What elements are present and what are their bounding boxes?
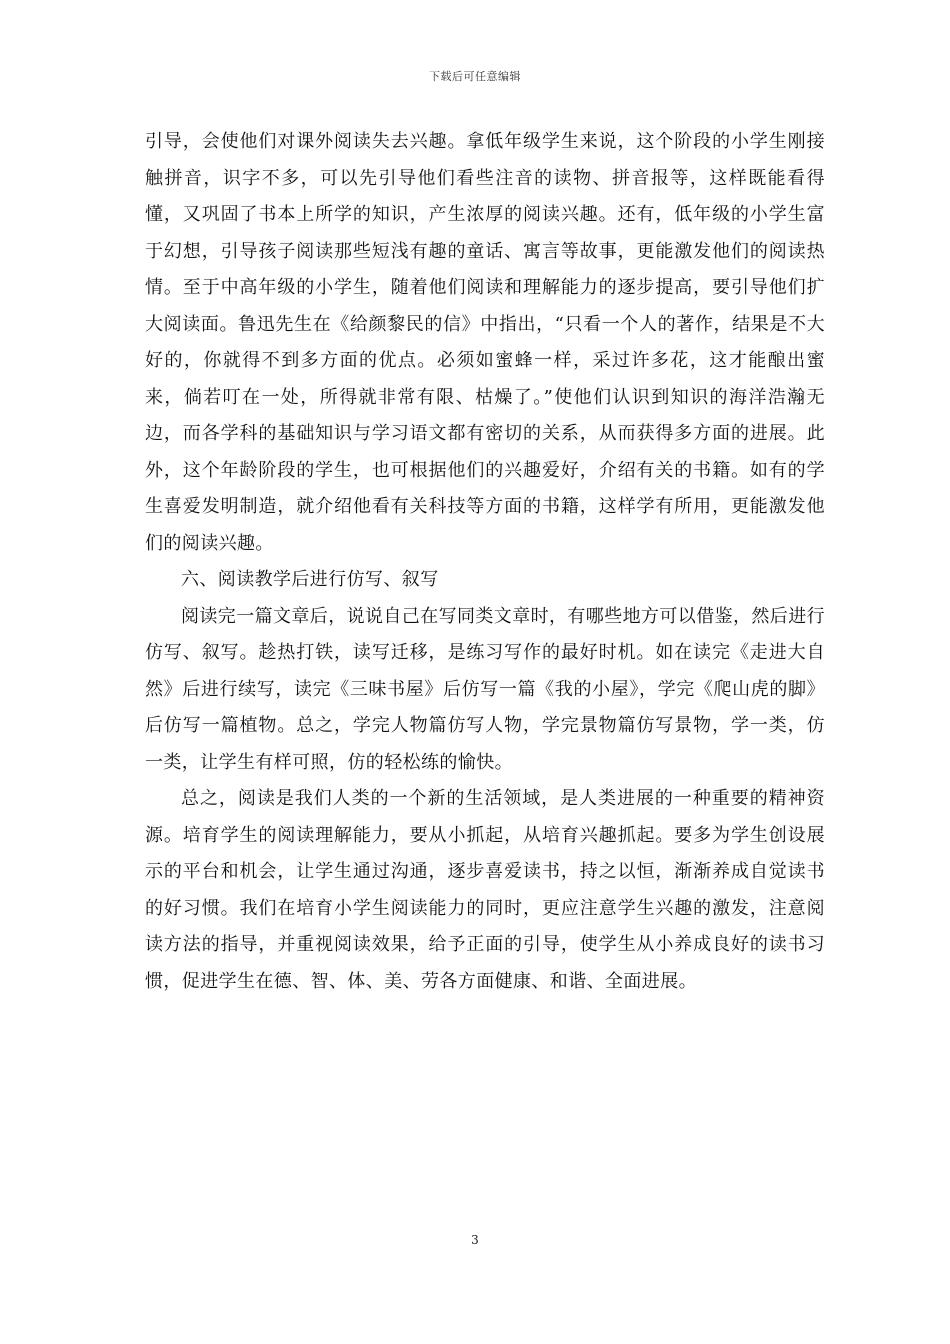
paragraph-imitation-writing: 阅读完一篇文章后，说说自己在写同类文章时，有哪些地方可以借鉴，然后进行仿写、叙写。趁热打铁，读写迁移，是练习写作的最好时机。如在读完《走进大自然》后进行续写，读完《三味书屋》后仿写一篇《我的小屋》，学完《爬山虎的脚》后仿写一篇植物。总之，学完人物篇仿写人物，学完景物篇仿写景物，学一类，仿一类，让学生有样可照，仿的轻松练的愉快。 (145, 605, 825, 773)
page-number: 3 (471, 1233, 479, 1247)
section-heading: 六、阅读教学后进行仿写、叙写 (181, 569, 439, 590)
document-body (145, 124, 825, 1000)
paragraph-conclusion: 总之，阅读是我们人类的一个新的生活领域，是人类进展的一种重要的精神资源。培育学生的阅读理解能力，要从小抓起，从培育兴趣抓起。要多为学生创设展示的平台和机会，让学生通过沟通，逐步喜爱读书，持之以恒，渐渐养成自觉读书的好习惯。我们在培育小学生阅读能力的同时，更应注意学生兴趣的激发，注意阅读方法的指导，并重视阅读效果，给予正面的引导，使学生从小养成良好的读书习惯，促进学生在德、智、体、美、劳各方面健康、和谐、全面进展。 (145, 788, 825, 992)
paragraph-continuation: 引导，会使他们对课外阅读失去兴趣。拿低年级学生来说，这个阶段的小学生刚接触拼音，识字不多，可以先引导他们看些注音的读物、拼音报等，这样既能看得懂，又巩固了书本上所学的知识，产生浓厚的阅读兴趣。还有，低年级的小学生富于幻想，引导孩子阅读那些短浅有趣的童话、寓言等故事，更能激发他们的阅读热情。至于中高年级的小学生，随着他们阅读和理解能力的逐步提高，要引导他们扩大阅读面。鲁迅先生在《给颜黎民的信》中指出，“只看一个人的著作，结果是不大好的，你就得不到多方面的优点。必须如蜜蜂一样，采过许多花，这才能酿出蜜来，倘若叮在一处，所得就非常有限、枯燥了。”使他们认识到知识的海洋浩瀚无边，而各学科的基础知识与学习语文都有密切的关系，从而获得多方面的进展。此外，这个年龄阶段的学生，也可根据他们的兴趣爱好，介绍有关的书籍。如有的学生喜爱发明制造，就介绍他看有关科技等方面的书籍，这样学有所用，更能激发他们的阅读兴趣。 (145, 131, 825, 554)
page-header: 下载后可任意编辑 (429, 70, 521, 83)
